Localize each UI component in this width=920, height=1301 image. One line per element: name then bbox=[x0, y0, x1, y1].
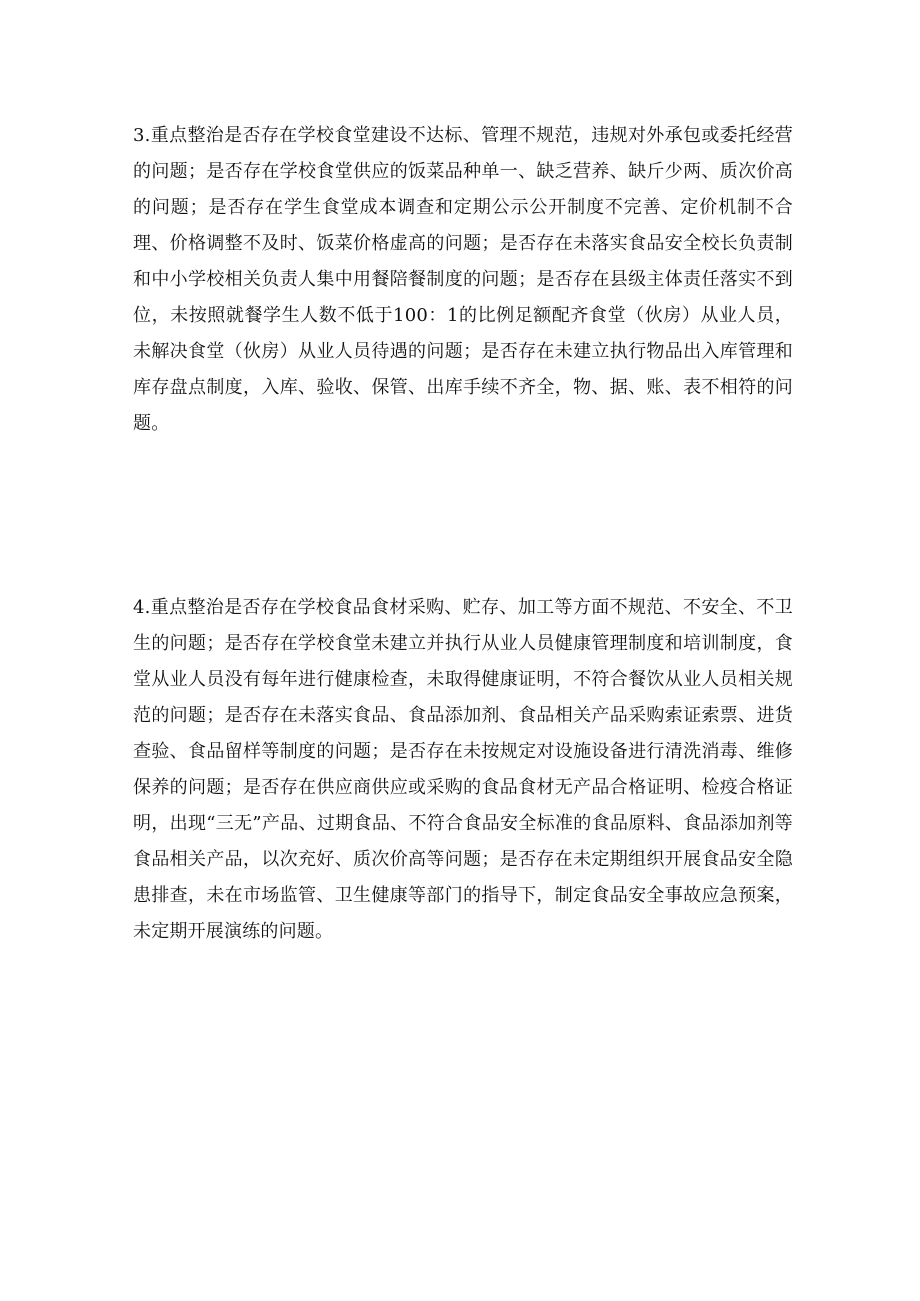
paragraph-item-4: 4.重点整治是否存在学校食品食材采购、贮存、加工等方面不规范、不安全、不卫生的问题；是否存在学校食堂未建立并执行从业人员健康管理制度和培训制度，食堂从业人员没有每年进行健康检查，未取得健康证明，不符合餐饮从业人员相关规范的问题；是否存在未落实食品、食品添加剂、食品相关产品采购索证索票、进货查验、食品留样等制度的问题；是否存在未按规定对设施设备进行清洗消毒、维修保养的问题；是否存在供应商供应或采购的食品食材无产品合格证明、检疫合格证明，出现“三无”产品、过期食品、不符合食品安全标准的食品原料、食品添加剂等食品相关产品，以次充好、质次价高等问题；是否存在未定期组织开展食品安全隐患排查，未在市场监管、卫生健康等部门的指导下，制定食品安全事故应急预案，未定期开展演练的问题。 bbox=[133, 597, 793, 942]
paragraph-item-3: 3.重点整治是否存在学校食堂建设不达标、管理不规范，违规对外承包或委托经营的问题；是否存在学校食堂供应的饭菜品种单一、缺乏营养、缺斤少两、质次价高的问题；是否存在学生食堂成本调查和定期公示公开制度不完善、定价机制不合理、价格调整不及时、饭菜价格虚高的问题；是否存在未落实食品安全校长负责制和中小学校相关负责人集中用餐陪餐制度的问题；是否存在县级主体责任落实不到位，未按照就餐学生人数不低于100：1的比例足额配齐食堂（伙房）从业人员，未解决食堂（伙房）从业人员待遇的问题；是否存在未建立执行物品出入库管理和库存盘点制度，入库、验收、保管、出库手续不齐全，物、据、账、表不相符的问题。 bbox=[133, 125, 793, 434]
